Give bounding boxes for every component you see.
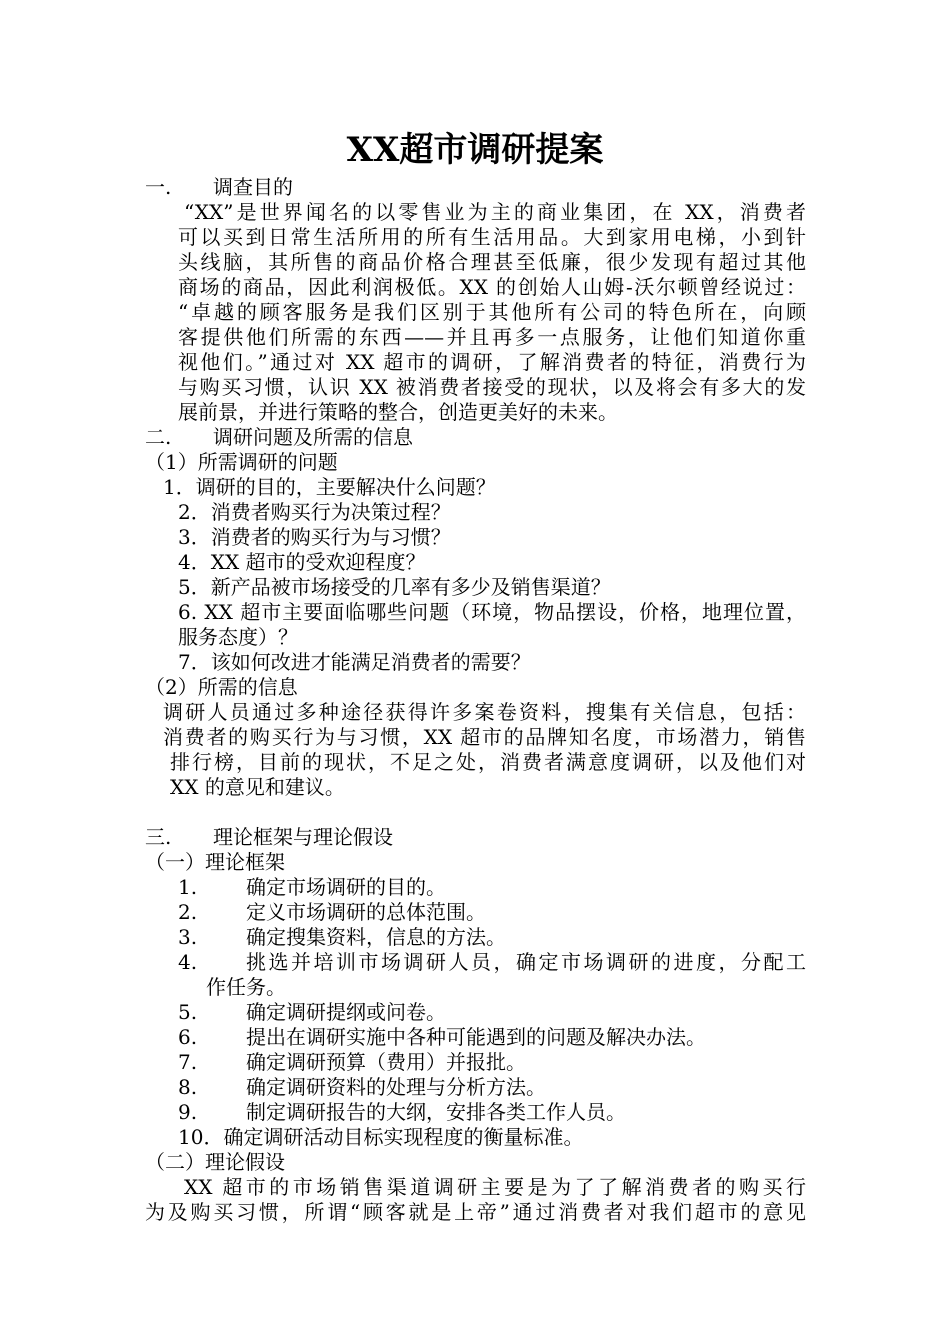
list-item: 6. XX 超市主要面临哪些问题（环境，物品摆设，价格，地理位置， xyxy=(178,600,806,624)
list-number: 1. xyxy=(178,875,198,899)
list-item: 4．XX 超市的受欢迎程度？ xyxy=(178,550,426,574)
section-heading-1 xyxy=(145,175,293,200)
list-item: 10．确定调研活动目标实现程度的衡量标准。 xyxy=(178,1125,584,1149)
section-number: 二. xyxy=(145,425,172,449)
section-heading-2 xyxy=(145,425,413,450)
paragraph-line: XX 超市的市场销售渠道调研主要是为了了解消费者的购买行 xyxy=(184,1175,806,1199)
list-item xyxy=(178,1025,706,1050)
paragraph-line: “XX”是世界闻名的以零售业为主的商业集团，在 XX，消费者 xyxy=(184,200,806,224)
paragraph-line: 与购买习惯，认识 XX 被消费者接受的现状，以及将会有多大的发 xyxy=(178,375,806,399)
paragraph-line: 展前景，并进行策略的整合，创造更美好的未来。 xyxy=(178,400,618,424)
paragraph-line: 消费者的购买行为与习惯，XX 超市的品牌知名度，市场潜力，销售 xyxy=(163,725,806,749)
paragraph-line: 客提供他们所需的东西——并且再多一点服务，让他们知道你重 xyxy=(178,325,806,349)
list-number: 6. xyxy=(178,1025,198,1049)
subsection-heading: （2）所需的信息 xyxy=(145,675,298,699)
list-item: 1．调研的目的，主要解决什么问题？ xyxy=(163,475,496,499)
list-item xyxy=(178,1000,446,1025)
list-number: 4. xyxy=(178,950,198,974)
list-item xyxy=(178,1100,626,1125)
list-number: 9. xyxy=(178,1100,198,1124)
section-number: 一. xyxy=(145,175,172,199)
list-number: 2. xyxy=(178,900,198,924)
section-title: 理论框架与理论假设 xyxy=(213,825,393,849)
list-item: 2．消费者购买行为决策过程？ xyxy=(178,500,451,524)
list-number: 7. xyxy=(178,1050,198,1074)
list-text: 确定调研预算（费用）并报批。 xyxy=(246,1050,526,1074)
subsection-heading: （二）理论假设 xyxy=(145,1150,285,1174)
subsection-heading: （1）所需调研的问题 xyxy=(145,450,338,474)
section-number: 三. xyxy=(145,825,172,849)
list-text: 确定调研资料的处理与分析方法。 xyxy=(246,1075,546,1099)
list-text: 确定搜集资料，信息的方法。 xyxy=(246,925,506,949)
paragraph-line: 视他们。”通过对 XX 超市的调研，了解消费者的特征，消费行为 xyxy=(178,350,806,374)
section-title: 调研问题及所需的信息 xyxy=(213,425,413,449)
paragraph-line: 调研人员通过多种途径获得许多案卷资料，搜集有关信息，包括： xyxy=(163,700,806,724)
list-item xyxy=(178,925,506,950)
list-item xyxy=(178,900,486,925)
list-text: 提出在调研实施中各种可能遇到的问题及解决办法。 xyxy=(246,1025,706,1049)
paragraph-line: 商场的商品，因此利润极低。XX 的创始人山姆-沃尔顿曾经说过： xyxy=(178,275,806,299)
list-item-continuation: 作任务。 xyxy=(206,975,286,999)
paragraph-line: XX 的意见和建议。 xyxy=(170,775,345,799)
list-item: 5．新产品被市场接受的几率有多少及销售渠道？ xyxy=(178,575,611,599)
list-text: 挑选并培训市场调研人员，确定市场调研的进度，分配工 xyxy=(246,950,806,974)
paragraph-line: “卓越的顾客服务是我们区别于其他所有公司的特色所在，向顾 xyxy=(178,300,806,324)
section-heading-3 xyxy=(145,825,393,850)
list-item xyxy=(178,1075,546,1100)
list-text: 定义市场调研的总体范围。 xyxy=(246,900,486,924)
list-text: 确定市场调研的目的。 xyxy=(246,875,446,899)
list-number: 8. xyxy=(178,1075,198,1099)
list-item-continuation: 服务态度）？ xyxy=(178,625,298,649)
document-title: XX超市调研提案 xyxy=(346,130,604,170)
section-title: 调查目的 xyxy=(213,175,293,199)
list-number: 5. xyxy=(178,1000,198,1024)
list-item xyxy=(178,875,446,900)
subsection-heading: （一）理论框架 xyxy=(145,850,285,874)
paragraph-line: 排行榜，目前的现状，不足之处，消费者满意度调研，以及他们对 xyxy=(170,750,806,774)
list-item xyxy=(178,1050,526,1075)
list-number: 3. xyxy=(178,925,198,949)
list-item: 3．消费者的购买行为与习惯？ xyxy=(178,525,451,549)
paragraph-line: 头线脑，其所售的商品价格合理甚至低廉，很少发现有超过其他 xyxy=(178,250,806,274)
paragraph-line: 为及购买习惯，所谓“顾客就是上帝”通过消费者对我们超市的意见 xyxy=(145,1200,806,1224)
list-text: 制定调研报告的大纲，安排各类工作人员。 xyxy=(246,1100,626,1124)
paragraph-line: 可以买到日常生活所用的所有生活用品。大到家用电梯，小到针 xyxy=(178,225,806,249)
list-item xyxy=(178,950,806,975)
list-item: 7．该如何改进才能满足消费者的需要？ xyxy=(178,650,531,674)
list-text: 确定调研提纲或问卷。 xyxy=(246,1000,446,1024)
